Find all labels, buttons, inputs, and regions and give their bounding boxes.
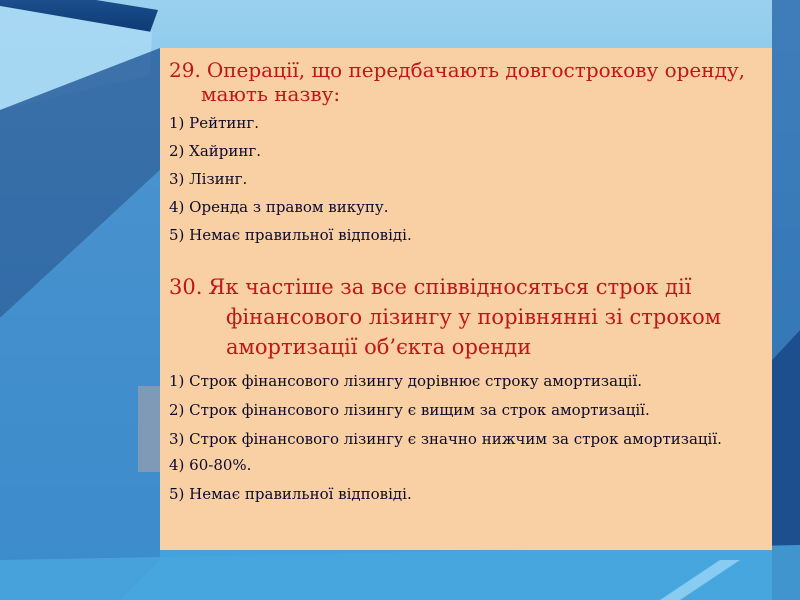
question-30-option-2: 2) Строк фінансового лізингу є вищим за строк амортизації. <box>169 401 650 419</box>
question-30-option-5: 5) Немає правильної відповіді. <box>169 485 412 503</box>
question-30-number: 30. <box>169 275 203 299</box>
question-29-number: 29. <box>169 58 201 82</box>
quiz-card <box>160 48 772 550</box>
question-30 <box>169 272 764 362</box>
question-29-option-5: 5) Немає правильної відповіді. <box>169 226 412 244</box>
question-30-option-3: 3) Строк фінансового лізингу є значно нижчим за строк амортизації. <box>169 430 722 448</box>
question-29-option-1: 1) Рейтинг. <box>169 114 260 132</box>
question-29-options <box>169 113 764 245</box>
question-29 <box>169 58 764 106</box>
question-29-option-2: 2) Хайринг. <box>169 142 262 160</box>
question-29-option-3: 3) Лізинг. <box>169 170 248 188</box>
navy-band-right <box>772 0 800 360</box>
question-30-options <box>169 371 764 504</box>
question-30-text: Як частіше за все співвідносяться строк дії фінансового лізингу у порівнянні зі строком амортизації об’єкта оренди <box>208 275 722 359</box>
question-30-option-1: 1) Строк фінансового лізингу дорівнює строку амортизації. <box>169 372 643 390</box>
question-29-text: Операції, що передбачають довгострокову оренду, мають назву: <box>201 58 746 106</box>
question-30-option-4: 4) 60-80%. <box>169 456 252 474</box>
question-29-option-4: 4) Оренда з правом викупу. <box>169 198 389 216</box>
